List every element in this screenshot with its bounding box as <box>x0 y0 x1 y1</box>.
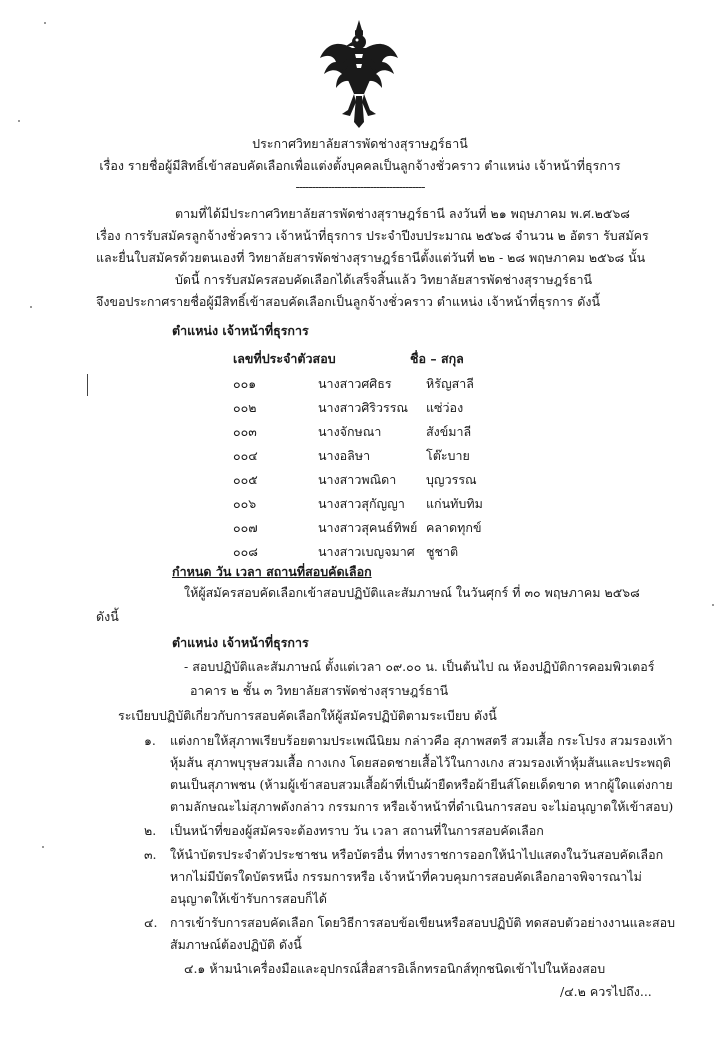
exam-id: ๐๐๗ <box>233 520 258 535</box>
candidate-first-name: นางสาวศศิธร <box>318 376 392 391</box>
exam-id: ๐๐๘ <box>233 544 258 559</box>
rule-1-line-3: ตนเป็นสุภาพชน (ห้ามผู้เข้าสอบสวมเสื้อผ้าที่เป็นผ้ายืดหรือผ้ายีนส์โดยเด็ดขาด หากผู้ใดแต่งกาย <box>170 777 673 792</box>
exam-id: ๐๐๖ <box>233 496 257 511</box>
candidate-last-name: สังข์มาลี <box>426 424 472 439</box>
scan-speck <box>712 604 714 606</box>
rule-4-line-1: การเข้ารับการสอบคัดเลือก โดยวิธีการสอบข้อเขียนหรือสอบปฏิบัติ ทดสอบตัวอย่างงานและสอบ <box>170 915 676 930</box>
continuation-note: /๔.๒ ควรไปถึง... <box>560 984 652 999</box>
intro-line-3: และยื่นใบสมัครด้วยตนเองที่ วิทยาลัยสารพัดช่างสุราษฎร์ธานีตั้งแต่วันที่ ๒๒ - ๒๘ พฤษภาคม ๒๕๖๘ นั้น <box>96 250 646 265</box>
rule-4-line-2: สัมภาษณ์ต้องปฏิบัติ ดังนี้ <box>170 937 302 952</box>
rule-1-line-2: หุ้มส้น สุภาพบุรุษสวมเสื้อ กางเกง โดยสอดชายเสื้อไว้ในกางเกง สวมรองเท้าหุ้มส้นและประพฤติ <box>170 755 671 770</box>
table-row <box>0 424 720 444</box>
rule-2-number: ๒. <box>144 823 157 838</box>
position-heading: ตำแหน่ง เจ้าหน้าที่ธุรการ <box>172 323 309 338</box>
exam-id: ๐๐๓ <box>233 424 257 439</box>
rule-1-line-1: แต่งกายให้สุภาพเรียบร้อยตามประเพณีนิยม กล่าวคือ สุภาพสตรี สวมเสื้อ กระโปรง สวมรองเท้า <box>170 733 673 748</box>
rule-3-line-3: อนุญาตให้เข้ารับการสอบก็ได้ <box>170 891 328 906</box>
intro-line-5: จึงขอประกาศรายชื่อผู้มีสิทธิ์เข้าสอบคัดเลือกเป็นลูกจ้างชั่วคราว ตำแหน่ง เจ้าหน้าที่ธุรการ ดังนี้ <box>96 294 600 309</box>
candidate-last-name: คลาดทุกข์ <box>426 520 482 535</box>
schedule-detail-1: - สอบปฏิบัติและสัมภาษณ์ ตั้งแต่เวลา ๐๙.๐๐ น. เป็นต้นไป ณ ห้องปฏิบัติการคอมพิวเตอร์ <box>184 659 655 674</box>
table-row <box>0 400 720 420</box>
column-header-name: ชื่อ – สกุล <box>410 351 464 366</box>
candidate-last-name: แซ่ว่อง <box>426 400 464 415</box>
schedule-line-1: ให้ผู้สมัครสอบคัดเลือกเข้าสอบปฏิบัติและสัมภาษณ์ ในวันศุกร์ ที่ ๓๐ พฤษภาคม ๒๕๖๘ <box>184 585 640 600</box>
intro-line-2: เรื่อง การรับสมัครลูกจ้างชั่วคราว เจ้าหน้าที่ธุรการ ประจำปีงบประมาณ ๒๕๖๘ จำนวน ๒ อัตรา รับสมัคร <box>96 228 649 243</box>
candidate-first-name: นางสาวพณิดา <box>318 472 397 487</box>
candidate-first-name: นางสาวศิริวรรณ <box>318 400 409 415</box>
scan-speck <box>18 120 20 122</box>
candidate-last-name: แก่นทับทิม <box>426 496 483 511</box>
rule-4-1: ๔.๑ ห้ามนำเครื่องมือและอุปกรณ์สื่อสารอิเล็กทรอนิกส์ทุกชนิดเข้าไปในห้องสอบ <box>184 961 606 976</box>
table-row <box>0 520 720 540</box>
scan-speck <box>42 846 44 848</box>
garuda-emblem-icon <box>318 18 400 130</box>
table-row <box>0 448 720 468</box>
candidate-first-name: นางจักษณา <box>318 424 382 439</box>
candidate-first-name: นางอลิษา <box>318 448 371 463</box>
table-row <box>0 376 720 396</box>
rule-3-line-2: หากไม่มีบัตรใดบัตรหนึ่ง กรรมการหรือ เจ้าหน้าที่ควบคุมการสอบคัดเลือกอาจพิจารณาไม่ <box>170 869 642 884</box>
table-row <box>0 472 720 492</box>
schedule-heading: กำหนด วัน เวลา สถานที่สอบคัดเลือก <box>172 564 372 579</box>
candidate-last-name: หิรัญสาลี <box>426 376 474 391</box>
rule-2-line-1: เป็นหน้าที่ของผู้สมัครจะต้องทราบ วัน เวลา สถานที่ในการสอบคัดเลือก <box>170 823 544 838</box>
candidate-last-name: ชูชาติ <box>426 544 459 559</box>
schedule-detail-2: อาคาร ๒ ชั้น ๓ วิทยาลัยสารพัดช่างสุราษฎร์ธานี <box>190 683 449 698</box>
scan-speck <box>30 306 32 308</box>
exam-id: ๐๐๑ <box>233 376 257 391</box>
exam-id: ๐๐๒ <box>233 400 257 415</box>
table-row <box>0 496 720 516</box>
rules-intro: ระเบียบปฏิบัติเกี่ยวกับการสอบคัดเลือกให้ผู้สมัครปฏิบัติตามระเบียบ ดังนี้ <box>118 708 497 723</box>
exam-id: ๐๐๔ <box>233 448 258 463</box>
schedule-position: ตำแหน่ง เจ้าหน้าที่ธุรการ <box>172 635 309 650</box>
candidate-first-name: นางสาวเบญจมาศ <box>318 544 415 559</box>
candidate-last-name: บุญวรรณ <box>426 472 477 487</box>
intro-line-4: บัดนี้ การรับสมัครสอบคัดเลือกได้เสร็จสิ้นแล้ว วิทยาลัยสารพัดช่างสุราษฎร์ธานี <box>175 272 593 287</box>
scan-speck <box>44 22 46 24</box>
rule-3-line-1: ให้นำบัตรประจำตัวประชาชน หรือบัตรอื่น ที่ทางราชการออกให้นำไปแสดงในวันสอบคัดเลือก <box>170 847 664 862</box>
candidate-first-name: นางสาวสุกัญญา <box>318 496 405 511</box>
rule-4-number: ๔. <box>144 915 158 930</box>
candidate-last-name: โต๊ะบาย <box>426 448 470 463</box>
candidate-first-name: นางสาวสุคนธ์ทิพย์ <box>318 520 418 535</box>
exam-id: ๐๐๕ <box>233 472 258 487</box>
announcement-title: ประกาศวิทยาลัยสารพัดช่างสุราษฎร์ธานี <box>252 136 468 151</box>
intro-line-1: ตามที่ได้มีประกาศวิทยาลัยสารพัดช่างสุราษฎร์ธานี ลงวันที่ ๒๑ พฤษภาคม พ.ศ.๒๕๖๘ <box>175 206 630 221</box>
rule-3-number: ๓. <box>144 847 157 862</box>
rule-1-number: ๑. <box>144 733 156 748</box>
table-row <box>0 544 720 564</box>
column-header-exam-id: เลขที่ประจำตัวสอบ <box>233 351 336 366</box>
rule-1-line-4: ตามลักษณะไม่สุภาพดังกล่าว กรรมการ หรือเจ้าหน้าที่ดำเนินการสอบ จะไม่อนุญาตให้เข้าสอบ) <box>170 799 674 814</box>
title-separator: ---------------------------------------- <box>295 179 425 194</box>
announcement-subject: เรื่อง รายชื่อผู้มีสิทธิ์เข้าสอบคัดเลือกเพื่อแต่งตั้งบุคคลเป็นลูกจ้างชั่วคราว ตำแหน่ง เจ้าหน้าที่ธุรการ <box>99 158 621 173</box>
schedule-line-2: ดังนี้ <box>96 609 119 624</box>
